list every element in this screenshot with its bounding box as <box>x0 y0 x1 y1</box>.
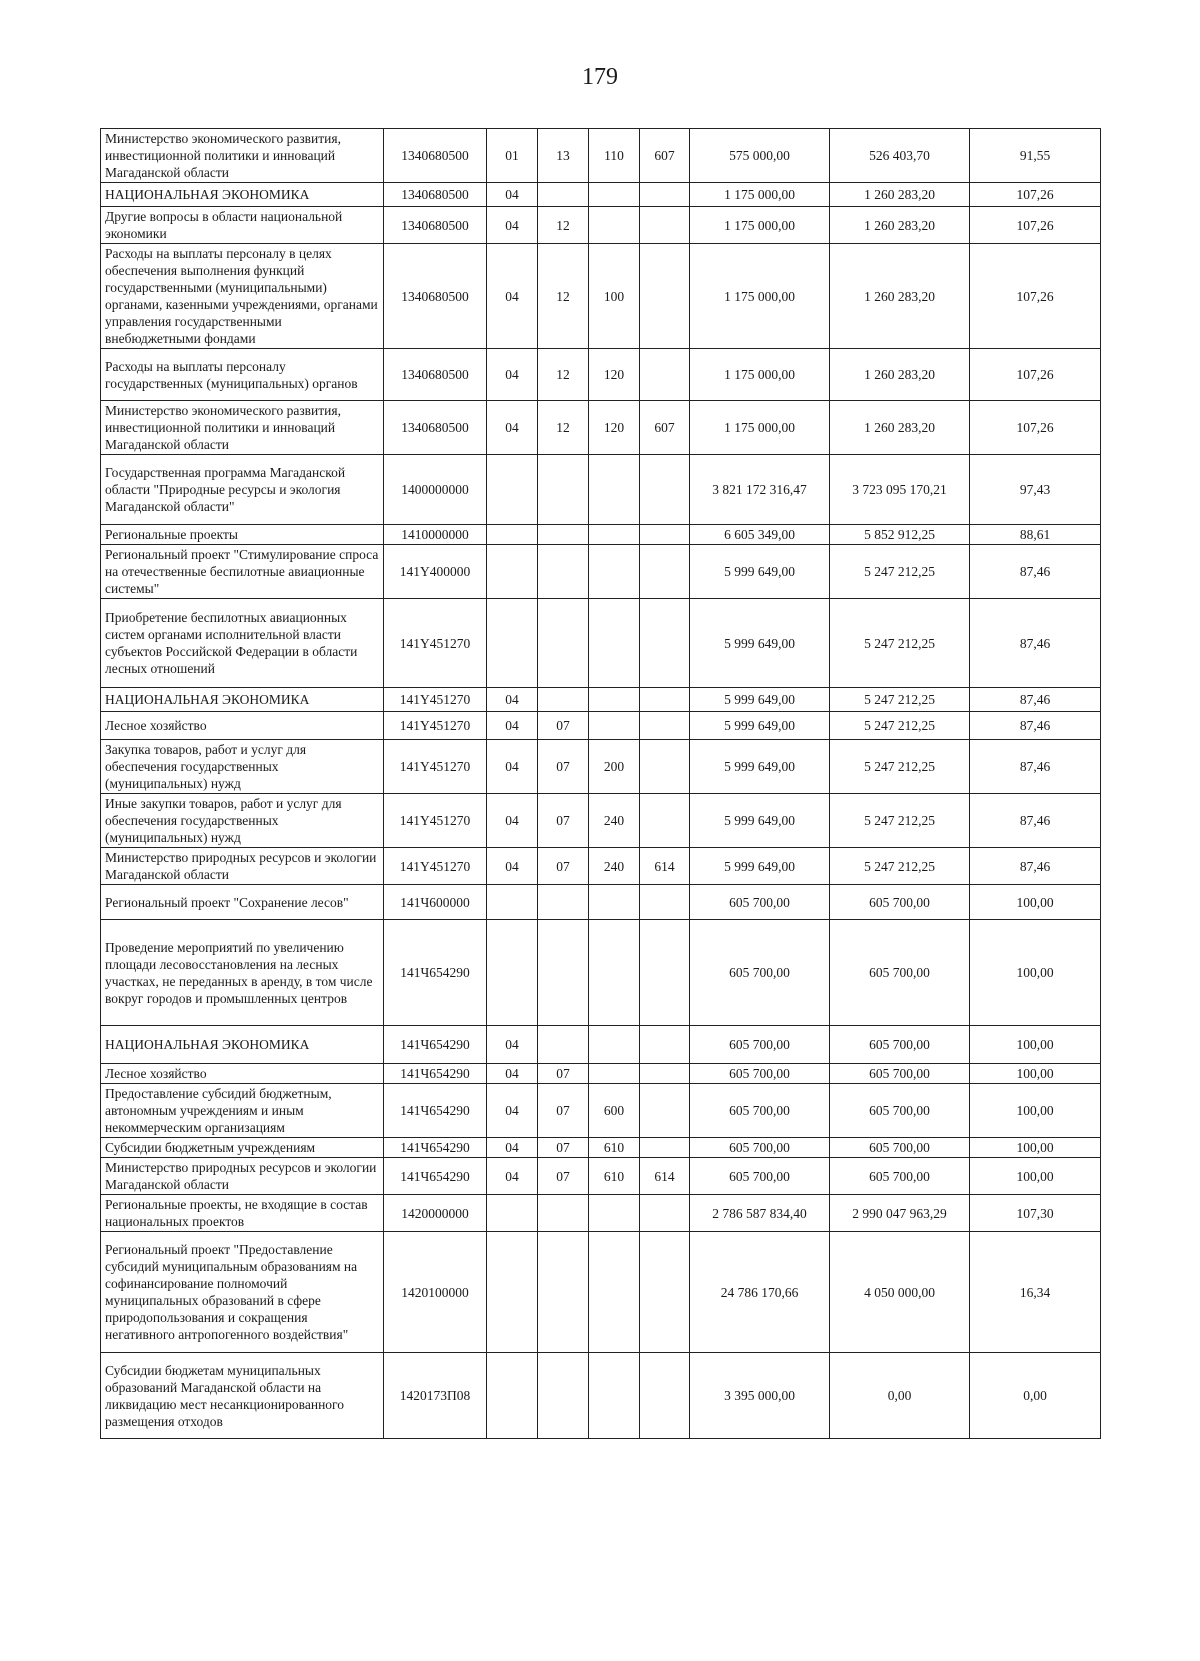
cell-code: 1420100000 <box>384 1232 487 1353</box>
cell-name: Региональный проект "Сохранение лесов" <box>101 885 384 920</box>
cell-expense-type <box>589 1195 640 1232</box>
cell-code: 141Ч654290 <box>384 1158 487 1195</box>
cell-fact: 1 260 283,20 <box>830 349 970 401</box>
cell-subsection: 07 <box>538 1084 589 1138</box>
cell-percent: 100,00 <box>970 1084 1101 1138</box>
cell-plan: 1 175 000,00 <box>690 244 830 349</box>
cell-code: 1420173П08 <box>384 1353 487 1439</box>
cell-fact: 5 247 212,25 <box>830 794 970 848</box>
cell-code: 141Y451270 <box>384 848 487 885</box>
cell-plan: 605 700,00 <box>690 1158 830 1195</box>
cell-percent: 87,46 <box>970 740 1101 794</box>
cell-department: 614 <box>640 1158 690 1195</box>
cell-expense-type: 110 <box>589 129 640 183</box>
cell-code: 1340680500 <box>384 129 487 183</box>
cell-section: 04 <box>487 349 538 401</box>
cell-name: Проведение мероприятий по увеличению площади лесовосстановления на лесных участках, не переданных в аренду, в том числе вокруг городов и промышленных центров <box>101 920 384 1026</box>
cell-fact: 605 700,00 <box>830 885 970 920</box>
cell-section: 04 <box>487 1158 538 1195</box>
cell-code: 1340680500 <box>384 401 487 455</box>
cell-fact: 5 852 912,25 <box>830 525 970 545</box>
cell-plan: 605 700,00 <box>690 1064 830 1084</box>
cell-percent: 107,26 <box>970 183 1101 207</box>
cell-subsection: 12 <box>538 349 589 401</box>
cell-section: 04 <box>487 207 538 244</box>
cell-department <box>640 207 690 244</box>
cell-percent: 100,00 <box>970 1138 1101 1158</box>
cell-name: Министерство природных ресурсов и экологии Магаданской области <box>101 848 384 885</box>
cell-percent: 100,00 <box>970 885 1101 920</box>
cell-code: 141Ч600000 <box>384 885 487 920</box>
cell-name: Расходы на выплаты персоналу в целях обеспечения выполнения функций государственными (муниципальными) органами, казенными учреждениями, органами управления государственными внебюджетными фондами <box>101 244 384 349</box>
cell-fact: 1 260 283,20 <box>830 207 970 244</box>
cell-expense-type <box>589 183 640 207</box>
cell-plan: 605 700,00 <box>690 885 830 920</box>
cell-subsection <box>538 1353 589 1439</box>
table-row <box>101 401 1101 455</box>
cell-subsection: 07 <box>538 1064 589 1084</box>
cell-plan: 5 999 649,00 <box>690 794 830 848</box>
cell-department: 607 <box>640 401 690 455</box>
cell-percent: 100,00 <box>970 920 1101 1026</box>
cell-percent: 97,43 <box>970 455 1101 525</box>
cell-name: Субсидии бюджетным учреждениям <box>101 1138 384 1158</box>
cell-name: Другие вопросы в области национальной экономики <box>101 207 384 244</box>
cell-department <box>640 349 690 401</box>
cell-fact: 5 247 212,25 <box>830 712 970 740</box>
cell-department <box>640 244 690 349</box>
cell-code: 1400000000 <box>384 455 487 525</box>
cell-fact: 5 247 212,25 <box>830 848 970 885</box>
cell-percent: 107,30 <box>970 1195 1101 1232</box>
cell-fact: 1 260 283,20 <box>830 401 970 455</box>
cell-subsection: 12 <box>538 207 589 244</box>
cell-expense-type <box>589 688 640 712</box>
table-row <box>101 688 1101 712</box>
cell-code: 141Ч654290 <box>384 1084 487 1138</box>
cell-expense-type <box>589 1353 640 1439</box>
cell-fact: 5 247 212,25 <box>830 599 970 688</box>
table-row <box>101 129 1101 183</box>
cell-department <box>640 885 690 920</box>
cell-subsection <box>538 545 589 599</box>
table-row <box>101 1138 1101 1158</box>
cell-percent: 88,61 <box>970 525 1101 545</box>
cell-department <box>640 525 690 545</box>
table-row <box>101 1084 1101 1138</box>
cell-fact: 605 700,00 <box>830 920 970 1026</box>
cell-name: НАЦИОНАЛЬНАЯ ЭКОНОМИКА <box>101 688 384 712</box>
cell-plan: 2 786 587 834,40 <box>690 1195 830 1232</box>
cell-section <box>487 1195 538 1232</box>
cell-subsection: 07 <box>538 848 589 885</box>
cell-expense-type <box>589 1232 640 1353</box>
cell-percent: 87,46 <box>970 545 1101 599</box>
cell-code: 141Ч654290 <box>384 1026 487 1064</box>
cell-expense-type <box>589 1026 640 1064</box>
cell-department <box>640 1084 690 1138</box>
cell-expense-type: 610 <box>589 1158 640 1195</box>
cell-code: 141Y451270 <box>384 794 487 848</box>
cell-name: Приобретение беспилотных авиационных систем органами исполнительной власти субъектов Российской Федерации в области лесных отношений <box>101 599 384 688</box>
cell-subsection <box>538 183 589 207</box>
cell-subsection <box>538 688 589 712</box>
cell-subsection: 07 <box>538 1158 589 1195</box>
cell-expense-type <box>589 599 640 688</box>
cell-subsection: 07 <box>538 740 589 794</box>
cell-subsection: 12 <box>538 401 589 455</box>
cell-department <box>640 740 690 794</box>
cell-fact: 5 247 212,25 <box>830 688 970 712</box>
cell-expense-type <box>589 455 640 525</box>
table-row <box>101 349 1101 401</box>
cell-department: 614 <box>640 848 690 885</box>
cell-percent: 100,00 <box>970 1026 1101 1064</box>
cell-plan: 605 700,00 <box>690 920 830 1026</box>
cell-section: 04 <box>487 794 538 848</box>
cell-subsection: 12 <box>538 244 589 349</box>
cell-subsection <box>538 920 589 1026</box>
cell-plan: 5 999 649,00 <box>690 599 830 688</box>
cell-expense-type: 120 <box>589 349 640 401</box>
cell-section: 04 <box>487 1084 538 1138</box>
table-row <box>101 1195 1101 1232</box>
cell-code: 1340680500 <box>384 183 487 207</box>
cell-name: Лесное хозяйство <box>101 1064 384 1084</box>
cell-plan: 5 999 649,00 <box>690 712 830 740</box>
cell-fact: 0,00 <box>830 1353 970 1439</box>
cell-code: 1340680500 <box>384 207 487 244</box>
cell-department <box>640 1138 690 1158</box>
cell-name: Расходы на выплаты персоналу государственных (муниципальных) органов <box>101 349 384 401</box>
cell-expense-type <box>589 1064 640 1084</box>
table-row <box>101 455 1101 525</box>
cell-department <box>640 794 690 848</box>
cell-section <box>487 1232 538 1353</box>
cell-section: 04 <box>487 1064 538 1084</box>
cell-plan: 3 821 172 316,47 <box>690 455 830 525</box>
cell-fact: 3 723 095 170,21 <box>830 455 970 525</box>
cell-percent: 87,46 <box>970 599 1101 688</box>
cell-section: 04 <box>487 401 538 455</box>
cell-plan: 1 175 000,00 <box>690 349 830 401</box>
cell-department <box>640 712 690 740</box>
cell-section <box>487 599 538 688</box>
cell-code: 1340680500 <box>384 349 487 401</box>
cell-percent: 16,34 <box>970 1232 1101 1353</box>
cell-expense-type: 100 <box>589 244 640 349</box>
cell-expense-type: 120 <box>589 401 640 455</box>
cell-department <box>640 1064 690 1084</box>
cell-department <box>640 1353 690 1439</box>
cell-fact: 605 700,00 <box>830 1158 970 1195</box>
cell-name: Министерство экономического развития, инвестиционной политики и инноваций Магаданской области <box>101 129 384 183</box>
cell-section: 01 <box>487 129 538 183</box>
cell-percent: 107,26 <box>970 244 1101 349</box>
cell-section: 04 <box>487 712 538 740</box>
table-row <box>101 1232 1101 1353</box>
cell-subsection <box>538 1195 589 1232</box>
cell-name: Государственная программа Магаданской области "Природные ресурсы и экология Магаданской области" <box>101 455 384 525</box>
cell-subsection <box>538 1232 589 1353</box>
cell-section <box>487 1353 538 1439</box>
cell-department <box>640 1026 690 1064</box>
table-row <box>101 920 1101 1026</box>
cell-name: НАЦИОНАЛЬНАЯ ЭКОНОМИКА <box>101 183 384 207</box>
cell-fact: 605 700,00 <box>830 1026 970 1064</box>
cell-percent: 107,26 <box>970 349 1101 401</box>
cell-fact: 5 247 212,25 <box>830 545 970 599</box>
table-row <box>101 1026 1101 1064</box>
cell-fact: 526 403,70 <box>830 129 970 183</box>
cell-department <box>640 688 690 712</box>
cell-name: Министерство природных ресурсов и экологии Магаданской области <box>101 1158 384 1195</box>
cell-percent: 100,00 <box>970 1064 1101 1084</box>
cell-fact: 1 260 283,20 <box>830 183 970 207</box>
cell-name: Министерство экономического развития, инвестиционной политики и инноваций Магаданской области <box>101 401 384 455</box>
cell-plan: 3 395 000,00 <box>690 1353 830 1439</box>
cell-expense-type <box>589 207 640 244</box>
cell-fact: 2 990 047 963,29 <box>830 1195 970 1232</box>
cell-section <box>487 920 538 1026</box>
cell-name: Субсидии бюджетам муниципальных образований Магаданской области на ликвидацию мест несанкционированного размещения отходов <box>101 1353 384 1439</box>
cell-name: Закупка товаров, работ и услуг для обеспечения государственных (муниципальных) нужд <box>101 740 384 794</box>
cell-section <box>487 545 538 599</box>
cell-code: 1420000000 <box>384 1195 487 1232</box>
cell-name: Региональные проекты <box>101 525 384 545</box>
cell-subsection: 07 <box>538 794 589 848</box>
cell-subsection <box>538 525 589 545</box>
cell-percent: 91,55 <box>970 129 1101 183</box>
cell-code: 141Y451270 <box>384 740 487 794</box>
cell-name: Предоставление субсидий бюджетным, автономным учреждениям и иным некоммерческим организациям <box>101 1084 384 1138</box>
cell-subsection <box>538 1026 589 1064</box>
table-row <box>101 599 1101 688</box>
cell-expense-type <box>589 545 640 599</box>
cell-section: 04 <box>487 740 538 794</box>
cell-percent: 87,46 <box>970 848 1101 885</box>
cell-percent: 0,00 <box>970 1353 1101 1439</box>
table-row <box>101 1353 1101 1439</box>
budget-table <box>100 128 1101 1439</box>
cell-section <box>487 525 538 545</box>
cell-plan: 24 786 170,66 <box>690 1232 830 1353</box>
cell-plan: 5 999 649,00 <box>690 545 830 599</box>
cell-expense-type <box>589 712 640 740</box>
cell-expense-type <box>589 525 640 545</box>
cell-plan: 6 605 349,00 <box>690 525 830 545</box>
cell-expense-type: 600 <box>589 1084 640 1138</box>
cell-subsection <box>538 599 589 688</box>
cell-section <box>487 455 538 525</box>
cell-section: 04 <box>487 688 538 712</box>
cell-percent: 87,46 <box>970 712 1101 740</box>
table-row <box>101 712 1101 740</box>
cell-fact: 605 700,00 <box>830 1084 970 1138</box>
cell-department <box>640 1195 690 1232</box>
cell-percent: 100,00 <box>970 1158 1101 1195</box>
cell-name: Лесное хозяйство <box>101 712 384 740</box>
cell-plan: 1 175 000,00 <box>690 207 830 244</box>
cell-expense-type: 240 <box>589 794 640 848</box>
cell-fact: 605 700,00 <box>830 1138 970 1158</box>
cell-department <box>640 1232 690 1353</box>
cell-code: 141Y400000 <box>384 545 487 599</box>
cell-code: 141Ч654290 <box>384 1138 487 1158</box>
table-row <box>101 1158 1101 1195</box>
cell-subsection <box>538 455 589 525</box>
table-body <box>101 129 1101 1439</box>
cell-fact: 5 247 212,25 <box>830 740 970 794</box>
table-row <box>101 525 1101 545</box>
table-row <box>101 207 1101 244</box>
cell-expense-type: 610 <box>589 1138 640 1158</box>
cell-plan: 5 999 649,00 <box>690 740 830 794</box>
cell-plan: 1 175 000,00 <box>690 183 830 207</box>
cell-code: 141Y451270 <box>384 599 487 688</box>
cell-department: 607 <box>640 129 690 183</box>
cell-code: 141Ч654290 <box>384 920 487 1026</box>
cell-department <box>640 920 690 1026</box>
cell-plan: 605 700,00 <box>690 1138 830 1158</box>
cell-department <box>640 545 690 599</box>
cell-plan: 5 999 649,00 <box>690 688 830 712</box>
cell-code: 141Ч654290 <box>384 1064 487 1084</box>
cell-code: 1410000000 <box>384 525 487 545</box>
cell-code: 141Y451270 <box>384 688 487 712</box>
cell-name: Иные закупки товаров, работ и услуг для обеспечения государственных (муниципальных) нужд <box>101 794 384 848</box>
cell-expense-type: 240 <box>589 848 640 885</box>
cell-fact: 4 050 000,00 <box>830 1232 970 1353</box>
table-row <box>101 183 1101 207</box>
cell-plan: 605 700,00 <box>690 1026 830 1064</box>
cell-expense-type: 200 <box>589 740 640 794</box>
cell-expense-type <box>589 920 640 1026</box>
cell-subsection: 13 <box>538 129 589 183</box>
cell-department <box>640 599 690 688</box>
table-row <box>101 1064 1101 1084</box>
cell-percent: 87,46 <box>970 794 1101 848</box>
cell-code: 141Y451270 <box>384 712 487 740</box>
cell-name: НАЦИОНАЛЬНАЯ ЭКОНОМИКА <box>101 1026 384 1064</box>
page-number: 179 <box>582 64 618 90</box>
cell-name: Региональный проект "Предоставление субсидий муниципальным образованиям на софинансирование полномочий муниципальных образований в сфере природопользования и сокращения негативного антропогенного воздействия" <box>101 1232 384 1353</box>
cell-section: 04 <box>487 244 538 349</box>
cell-subsection: 07 <box>538 712 589 740</box>
cell-section <box>487 885 538 920</box>
cell-expense-type <box>589 885 640 920</box>
cell-plan: 605 700,00 <box>690 1084 830 1138</box>
table-row <box>101 740 1101 794</box>
table-row <box>101 848 1101 885</box>
table-row <box>101 794 1101 848</box>
table-row <box>101 885 1101 920</box>
cell-plan: 5 999 649,00 <box>690 848 830 885</box>
cell-section: 04 <box>487 183 538 207</box>
cell-percent: 87,46 <box>970 688 1101 712</box>
cell-percent: 107,26 <box>970 207 1101 244</box>
cell-name: Региональный проект "Стимулирование спроса на отечественные беспилотные авиационные системы" <box>101 545 384 599</box>
table-row <box>101 244 1101 349</box>
cell-plan: 1 175 000,00 <box>690 401 830 455</box>
cell-department <box>640 183 690 207</box>
cell-percent: 107,26 <box>970 401 1101 455</box>
cell-code: 1340680500 <box>384 244 487 349</box>
cell-plan: 575 000,00 <box>690 129 830 183</box>
table-row <box>101 545 1101 599</box>
cell-name: Региональные проекты, не входящие в состав национальных проектов <box>101 1195 384 1232</box>
cell-section: 04 <box>487 848 538 885</box>
cell-section: 04 <box>487 1138 538 1158</box>
cell-section: 04 <box>487 1026 538 1064</box>
cell-department <box>640 455 690 525</box>
cell-fact: 605 700,00 <box>830 1064 970 1084</box>
cell-subsection <box>538 885 589 920</box>
cell-fact: 1 260 283,20 <box>830 244 970 349</box>
cell-subsection: 07 <box>538 1138 589 1158</box>
